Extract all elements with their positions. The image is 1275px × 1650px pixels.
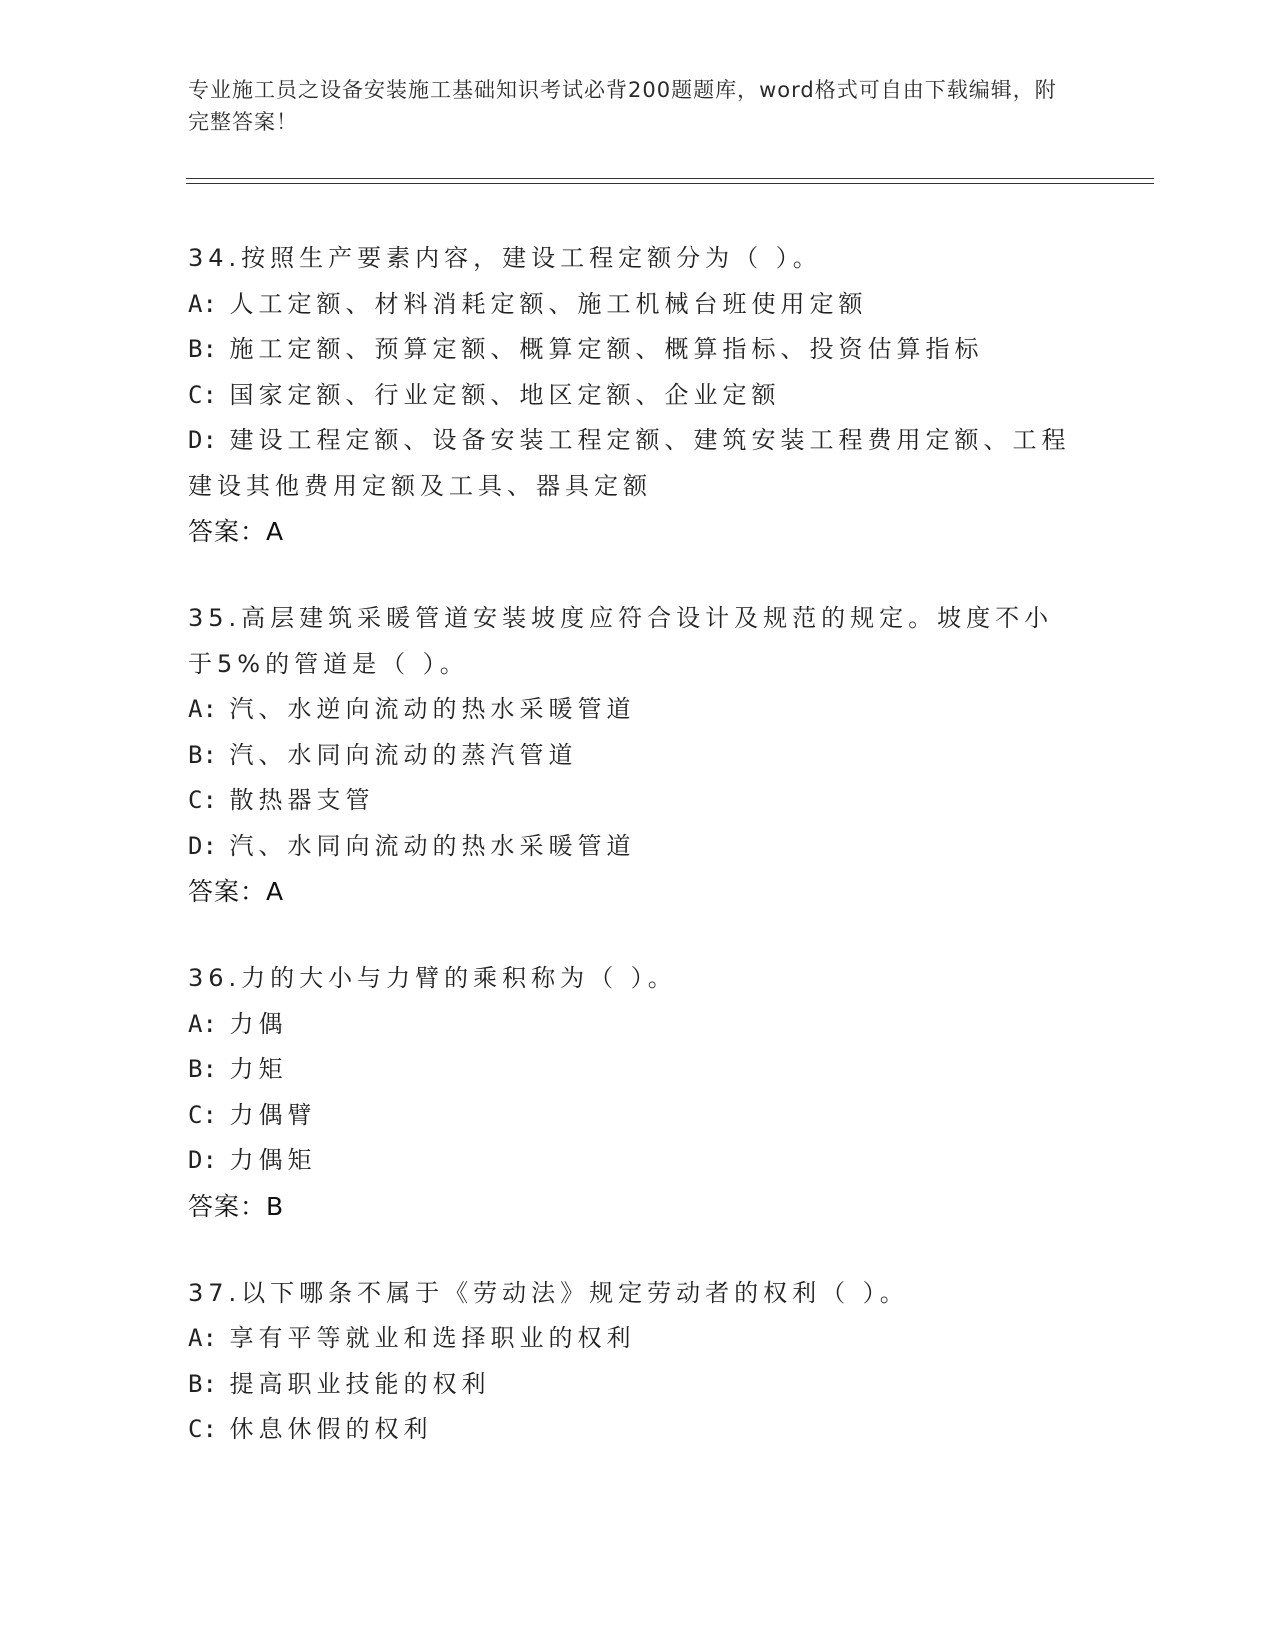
option-text: 力偶 xyxy=(229,1009,288,1038)
option-a xyxy=(188,282,1078,328)
option-letter: A: xyxy=(188,695,217,723)
option-a xyxy=(188,687,1078,733)
option-letter: D: xyxy=(188,426,217,454)
option-letter: C: xyxy=(188,1415,217,1443)
option-letter: D: xyxy=(188,831,217,860)
option-text: 休息休假的权利 xyxy=(229,1415,433,1443)
option-text: 施工定额、预算定额、概算定额、概算指标、投资估算指标 xyxy=(229,335,984,363)
option-text: 享有平等就业和选择职业的权利 xyxy=(229,1324,636,1352)
question-36 xyxy=(188,956,1078,1229)
option-text: 力矩 xyxy=(229,1055,288,1083)
question-34 xyxy=(188,236,1078,554)
option-c xyxy=(188,1093,1078,1139)
option-b xyxy=(188,733,1078,779)
question-stem: 34.按照生产要素内容，建设工程定额分为（ ）。 xyxy=(188,244,822,272)
option-text: 提高职业技能的权利 xyxy=(229,1369,491,1398)
option-letter: D: xyxy=(188,1146,217,1174)
header-divider-top xyxy=(186,178,1154,179)
question-35 xyxy=(188,596,1078,914)
option-b xyxy=(188,327,1078,373)
question-list xyxy=(188,236,1078,1495)
option-letter: B: xyxy=(188,335,217,363)
option-letter: A: xyxy=(188,1009,217,1038)
option-text: 建设工程定额、设备安装工程定额、建筑安装工程费用定额、工程建设其他费用定额及工具、器具定额 xyxy=(188,426,1071,500)
option-b xyxy=(188,1362,1078,1408)
option-letter: C: xyxy=(188,380,217,409)
option-letter: A: xyxy=(188,1324,217,1352)
option-b xyxy=(188,1047,1078,1093)
option-letter: C: xyxy=(188,786,217,814)
option-text: 汽、水同向流动的热水采暖管道 xyxy=(229,831,636,860)
option-d xyxy=(188,418,1078,509)
answer-label: 答案：A xyxy=(188,877,285,906)
option-a xyxy=(188,1002,1078,1048)
option-text: 力偶矩 xyxy=(229,1146,317,1174)
option-text: 人工定额、材料消耗定额、施工机械台班使用定额 xyxy=(229,289,868,318)
option-c xyxy=(188,373,1078,419)
option-a xyxy=(188,1316,1078,1362)
option-text: 国家定额、行业定额、地区定额、企业定额 xyxy=(229,380,781,409)
answer-label: 答案：A xyxy=(188,517,285,546)
answer-label: 答案：B xyxy=(188,1191,285,1221)
question-stem: 36.力的大小与力臂的乘积称为（ ）。 xyxy=(188,964,677,992)
option-d xyxy=(188,1138,1078,1184)
option-text: 散热器支管 xyxy=(229,786,375,814)
header-divider-bottom xyxy=(186,183,1154,184)
question-37 xyxy=(188,1271,1078,1453)
option-letter: B: xyxy=(188,1369,217,1398)
question-stem: 35.高层建筑采暖管道安装坡度应符合设计及规范的规定。坡度不小于5%的管道是（ ）。 xyxy=(188,604,1054,678)
option-text: 汽、水逆向流动的热水采暖管道 xyxy=(229,695,636,723)
document-header: 专业施工员之设备安装施工基础知识考试必背200题题库，word格式可自由下载编辑，附完整答案！ xyxy=(188,78,1057,134)
option-d xyxy=(188,824,1078,870)
option-c xyxy=(188,778,1078,824)
option-text: 汽、水同向流动的蒸汽管道 xyxy=(229,740,578,769)
option-c xyxy=(188,1407,1078,1453)
option-letter: B: xyxy=(188,740,217,769)
question-stem: 37.以下哪条不属于《劳动法》规定劳动者的权利（ ）。 xyxy=(188,1278,909,1307)
option-letter: A: xyxy=(188,289,217,318)
option-letter: C: xyxy=(188,1100,217,1129)
option-letter: B: xyxy=(188,1055,217,1083)
option-text: 力偶臂 xyxy=(229,1100,317,1129)
